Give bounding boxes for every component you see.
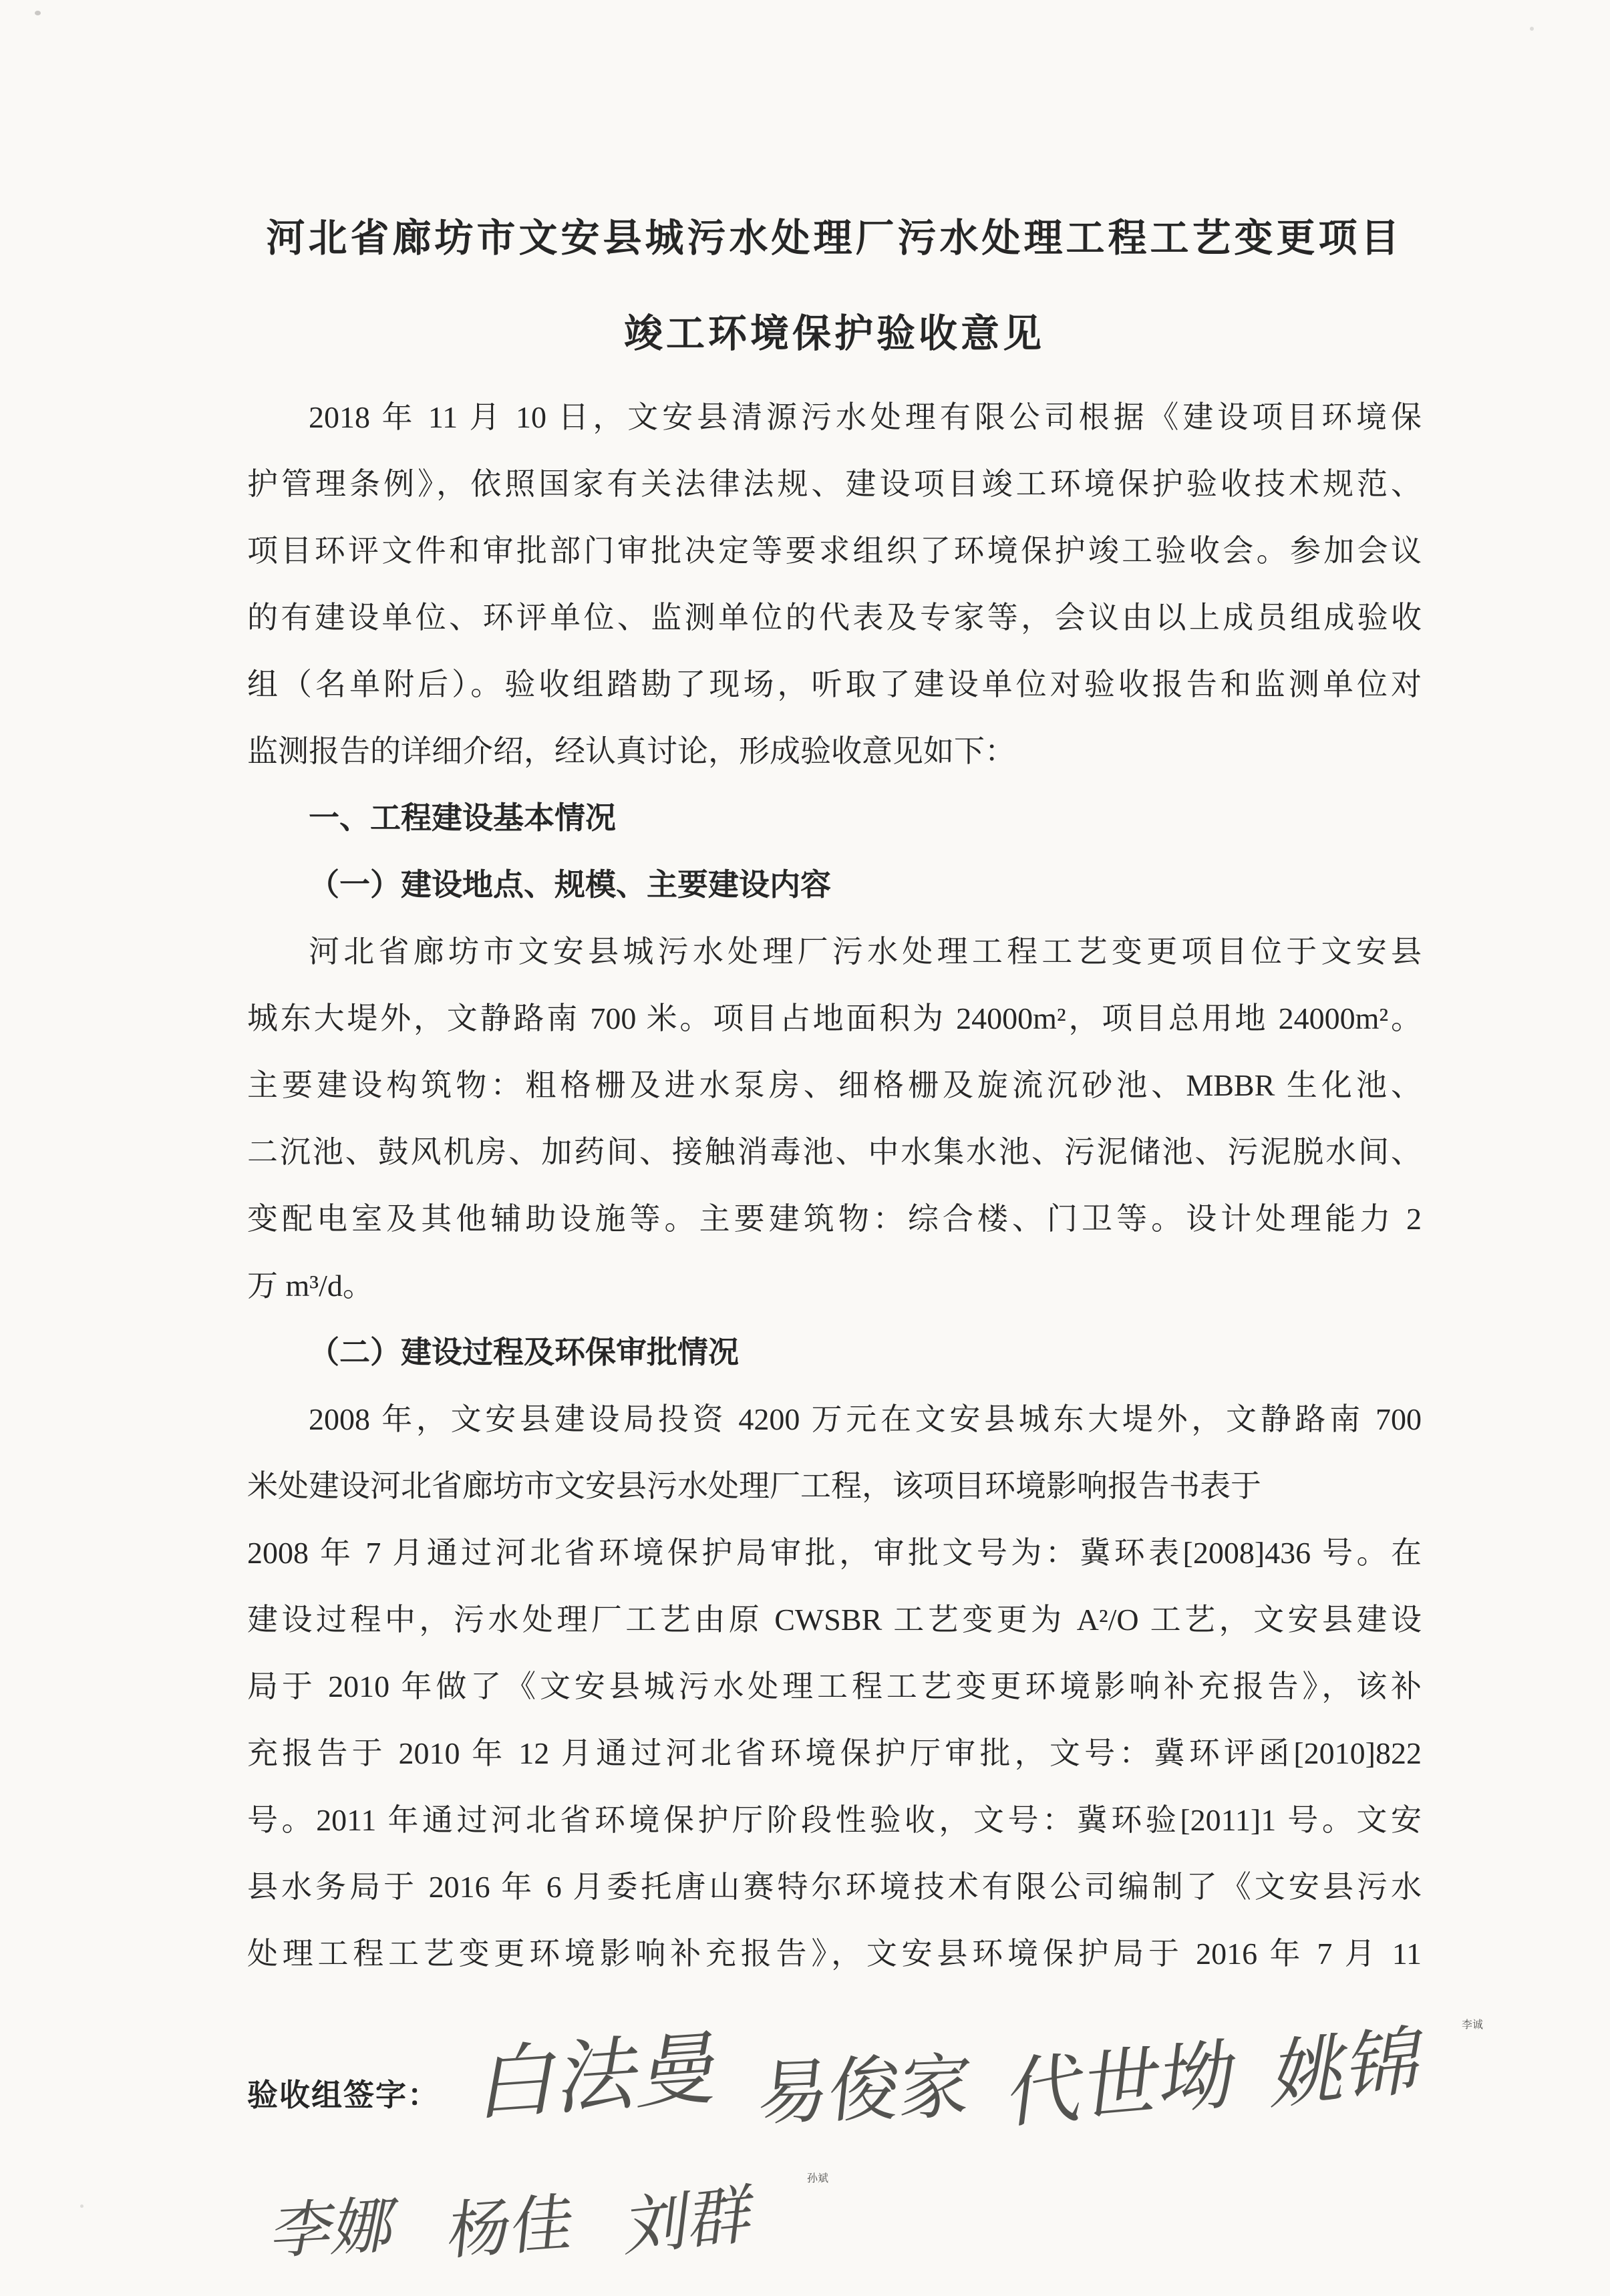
text-line: 监测报告的详细介绍，经认真讨论，形成验收意见如下： [247, 734, 1015, 768]
text-line: 城东大堤外，文静路南 700 米。项目占地面积为 24000m²，项目总用地 24000m²。 [247, 1001, 1422, 1035]
handwritten-signature: 杨佳 [444, 2188, 578, 2268]
scan-artifact [1530, 27, 1534, 31]
handwritten-signature: 姚锦 [1266, 2019, 1430, 2120]
text-line: 2008 年 7 月通过河北省环境保护局审批，审批文号为：冀环表[2008]436 号。在 [247, 1536, 1422, 1570]
text-line: 处理工程工艺变更环境影响补充报告》，文安县环境保护局于 2016 年 7 月 11 [247, 1937, 1422, 1971]
signature-row-2 [266, 2170, 829, 2268]
text-line: 米处建设河北省廊坊市文安县污水处理厂工程，该项目环境影响报告书表于 [247, 1469, 1261, 1503]
document-body [247, 190, 1422, 1987]
text-line: 组（名单附后）。验收组踏勘了现场，听取了建设单位对验收报告和监测单位对 [247, 667, 1422, 701]
handwritten-signature: 李娜 [266, 2190, 403, 2267]
text-line: 局于 2010 年做了《文安县城污水处理工程工艺变更环境影响补充报告》，该补 [247, 1669, 1422, 1703]
handwritten-signature: 白法曼 [472, 2023, 728, 2130]
text-line: 主要建设构筑物：粗格栅及进水泵房、细格栅及旋流沉砂池、MBBR 生化池、 [247, 1068, 1422, 1102]
text-line: 护管理条例》，依照国家有关法律法规、建设项目竣工环境保护验收技术规范、 [247, 467, 1422, 501]
handwritten-signature: 孙斌 [807, 2173, 829, 2184]
text-line: 建设过程中，污水处理厂工艺由原 CWSBR 工艺变更为 A²/O 工艺，文安县建设 [247, 1603, 1422, 1637]
text-line: 万 m³/d。 [247, 1269, 373, 1303]
signature-label: 验收组签字： [247, 2078, 440, 2112]
handwritten-signature: 代世坳 [1003, 2031, 1241, 2138]
handwritten-signature: 刘群 [621, 2178, 759, 2265]
document-title-line-1: 河北省廊坊市文安县城污水处理厂污水处理工程工艺变更项目 [266, 216, 1403, 260]
text-line: 变配电室及其他辅助设施等。主要建筑物：综合楼、门卫等。设计处理能力 2 [247, 1202, 1422, 1236]
signature-section [247, 2004, 1484, 2291]
text-line: 一、工程建设基本情况 [309, 801, 616, 835]
handwritten-signature: 易俊家 [754, 2047, 975, 2134]
handwritten-signature: 李诚 [1462, 2019, 1484, 2031]
text-line: 的有建设单位、环评单位、监测单位的代表及专家等，会议由以上成员组成验收 [247, 601, 1422, 635]
scan-artifact [80, 2204, 84, 2208]
text-line: 2008 年，文安县建设局投资 4200 万元在文安县城东大堤外，文静路南 700 [309, 1402, 1422, 1436]
scan-artifact [35, 11, 41, 15]
text-line: （二）建设过程及环保审批情况 [309, 1335, 739, 1369]
text-line: 2018 年 11 月 10 日，文安县清源污水处理有限公司根据《建设项目环境保 [309, 400, 1422, 434]
text-line: 充报告于 2010 年 12 月通过河北省环境保护厅审批，文号：冀环评函[2010]822 [247, 1736, 1422, 1770]
text-line: 二沉池、鼓风机房、加药间、接触消毒池、中水集水池、污泥储池、污泥脱水间、 [247, 1135, 1422, 1169]
text-line: 河北省廊坊市文安县城污水处理厂污水处理工程工艺变更项目位于文安县 [309, 935, 1422, 969]
text-line: 县水务局于 2016 年 6 月委托唐山赛特尔环境技术有限公司编制了《文安县污水 [247, 1870, 1422, 1904]
text-line: （一）建设地点、规模、主要建设内容 [309, 868, 831, 902]
document-title-line-2: 竣工环境保护验收意见 [623, 312, 1045, 355]
document-text-lines [247, 384, 1422, 1987]
text-line: 号。2011 年通过河北省环境保护厅阶段性验收，文号：冀环验[2011]1 号。文安 [247, 1803, 1422, 1837]
signature-row-1 [472, 2016, 1484, 2138]
text-line: 项目环评文件和审批部门审批决定等要求组织了环境保护竣工验收会。参加会议 [247, 534, 1422, 568]
